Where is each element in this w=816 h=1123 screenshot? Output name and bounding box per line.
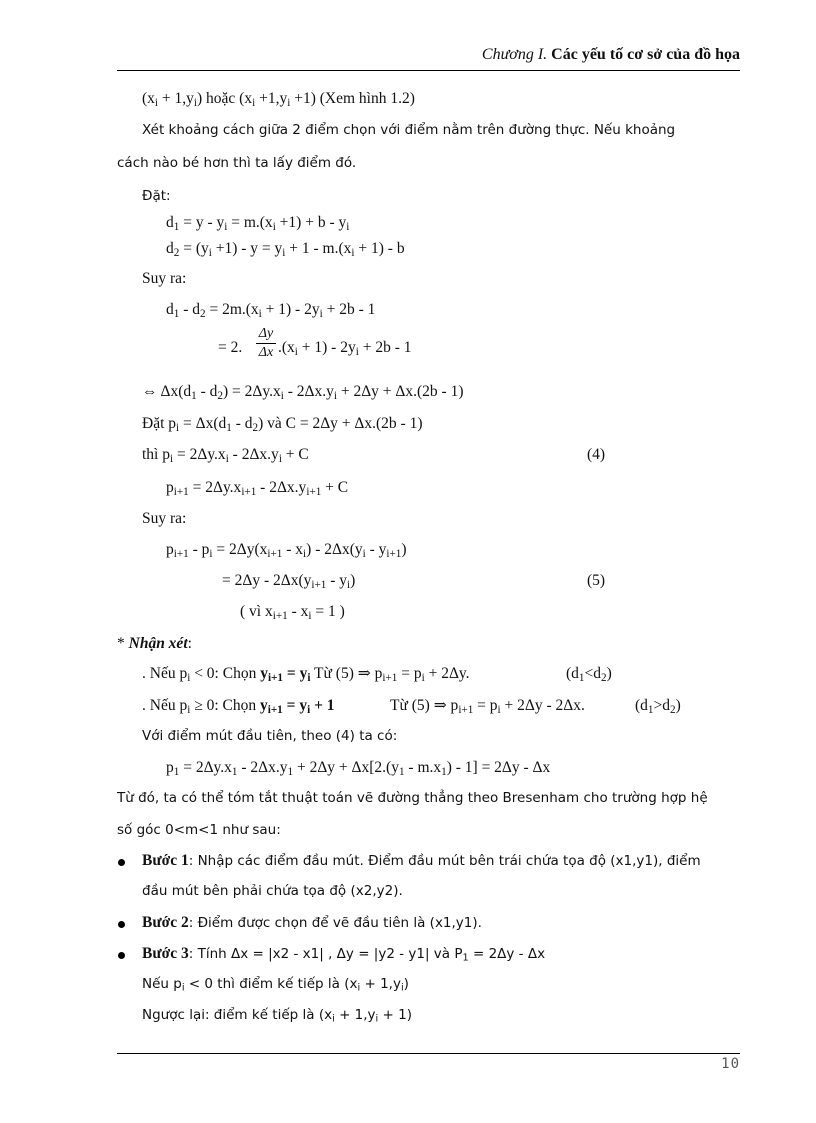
chapter-label: Chương I. bbox=[481, 46, 548, 63]
line-summary-2: số góc 0<m<1 như sau: bbox=[117, 822, 281, 838]
remark-case-2: . Nếu $p_i \ge 0$: Chọn $y_{i+1} = y_i + 1$ bbox=[142, 697, 335, 716]
eq-number-5: (5) bbox=[587, 572, 606, 589]
eq-frac-b: $.(x_i + 1) - 2y_i + 2b - 1$ bbox=[278, 339, 412, 358]
frac-den: Δx bbox=[258, 345, 274, 360]
line-suy-ra-2: Suy ra: bbox=[142, 510, 187, 527]
step-3-line-2: Nếu $p_i < 0$ thì điểm kế tiếp là $(x_i + 1,y_i)$ bbox=[142, 976, 409, 994]
frac-num: Δy bbox=[258, 326, 274, 341]
step-3-line-3: Ngược lại: điểm kế tiếp là $(x_i + 1,y_i + 1)$ bbox=[142, 1007, 412, 1025]
fraction-dy-dx bbox=[256, 326, 276, 361]
eq-number-4: (4) bbox=[587, 446, 606, 463]
line-4: Đặt: bbox=[142, 188, 171, 204]
eq-pi1: $p_{i+1} = 2\Delta y.x_{i+1} - 2\Delta x.y_{i+1} + C$ bbox=[166, 479, 349, 498]
step-1: Bước 1: Nhập các điểm đầu mút. Điểm đầu mút bên trái chứa tọa độ (x1,y1), điểm bbox=[142, 852, 701, 869]
eq-p1: $p_1 = 2\Delta y.x_1 - 2\Delta x.y_1 + 2\Delta y + \Delta x[2.(y_1 - m.x_1) - 1] = 2\Delta y - \Delta x$ bbox=[166, 759, 551, 778]
step-1-cont: đầu mút bên phải chứa tọa độ (x2,y2). bbox=[142, 883, 403, 899]
remark-heading: * Nhận xét: bbox=[117, 635, 192, 652]
header-rule bbox=[117, 70, 740, 71]
page-number: 10 bbox=[721, 1056, 740, 1072]
chapter-title: Các yếu tố cơ sở của đồ họa bbox=[551, 46, 740, 63]
footer-rule bbox=[117, 1053, 740, 1054]
eq-pi: thì $p_i = 2\Delta y.x_i - 2\Delta x.y_i + C$ bbox=[142, 446, 309, 465]
bullet-2 bbox=[118, 921, 125, 928]
eq-equiv: ⇔ $\Delta x(d_1 - d_2) = 2\Delta y.x_i - 2\Delta x.y_i + 2\Delta y + \Delta x.(2b - 1)$ bbox=[142, 383, 464, 402]
line-3: cách nào bé hơn thì ta lấy điểm đó. bbox=[117, 155, 357, 171]
remark-case-2-result: Từ (5) ⇒ $p_{i+1} = p_i + 2\Delta y - 2\Delta x$. bbox=[390, 697, 585, 716]
remark-case-1: . Nếu $p_i < 0$: Chọn $y_{i+1} = y_i$ Từ (5) ⇒ $p_{i+1} = p_i + 2\Delta y$. bbox=[142, 665, 470, 684]
remark-case-2-cond: $(d_1>d_2)$ bbox=[635, 697, 681, 716]
eq-note: ( vì $x_{i+1} - x_i = 1$ ) bbox=[240, 603, 345, 622]
eq-diff-2: = $2\Delta y - 2\Delta x(y_{i+1} - y_i)$ bbox=[222, 572, 356, 591]
remark-case-1-cond: $(d_1<d_2)$ bbox=[566, 665, 612, 684]
bullet-3 bbox=[118, 952, 125, 959]
step-2: Bước 2: Điểm được chọn để vẽ đầu tiên là (x1,y1). bbox=[142, 914, 482, 931]
page-header bbox=[117, 46, 740, 64]
eq-d1-d2: $d_1 - d_2 = 2m.(x_i + 1) - 2y_i + 2b - 1$ bbox=[166, 301, 376, 320]
eq-diff: $p_{i+1} - p_i = 2\Delta y(x_{i+1} - x_i) - 2\Delta x(y_i - y_{i+1})$ bbox=[166, 541, 407, 560]
line-first-endpoint: Với điểm mút đầu tiên, theo (4) ta có: bbox=[142, 728, 398, 744]
line-summary-1: Từ đó, ta có thể tóm tắt thuật toán vẽ đường thẳng theo Bresenham cho trường hợp hệ bbox=[117, 790, 708, 806]
line-suy-ra-1: Suy ra: bbox=[142, 270, 187, 287]
eq-d1: $d_1 = y - y_i = m.(x_i +1) + b - y_i$ bbox=[166, 214, 350, 233]
step-3: Bước 3: Tính Δx = |x2 - x1| , Δy = |y2 - y1| và $P_1 = 2\Delta y - \Delta x$ bbox=[142, 945, 546, 964]
eq-d2: $d_2 = (y_i +1) - y = y_i + 1 - m.(x_i + 1) - b$ bbox=[166, 240, 405, 259]
bullet-1 bbox=[118, 859, 125, 866]
eq-frac-a: = 2. bbox=[218, 339, 243, 356]
line-1: $(x_i + 1,y_i)$ hoặc $(x_i +1,y_i +1)$ (Xem hình 1.2) bbox=[142, 90, 415, 109]
eq-dat-p: Đặt $p_i = \Delta x(d_1 - d_2)$ và C = 2Δy + Δx.(2b - 1) bbox=[142, 415, 423, 434]
line-2: Xét khoảng cách giữa 2 điểm chọn với điểm nằm trên đường thực. Nếu khoảng bbox=[142, 122, 676, 138]
